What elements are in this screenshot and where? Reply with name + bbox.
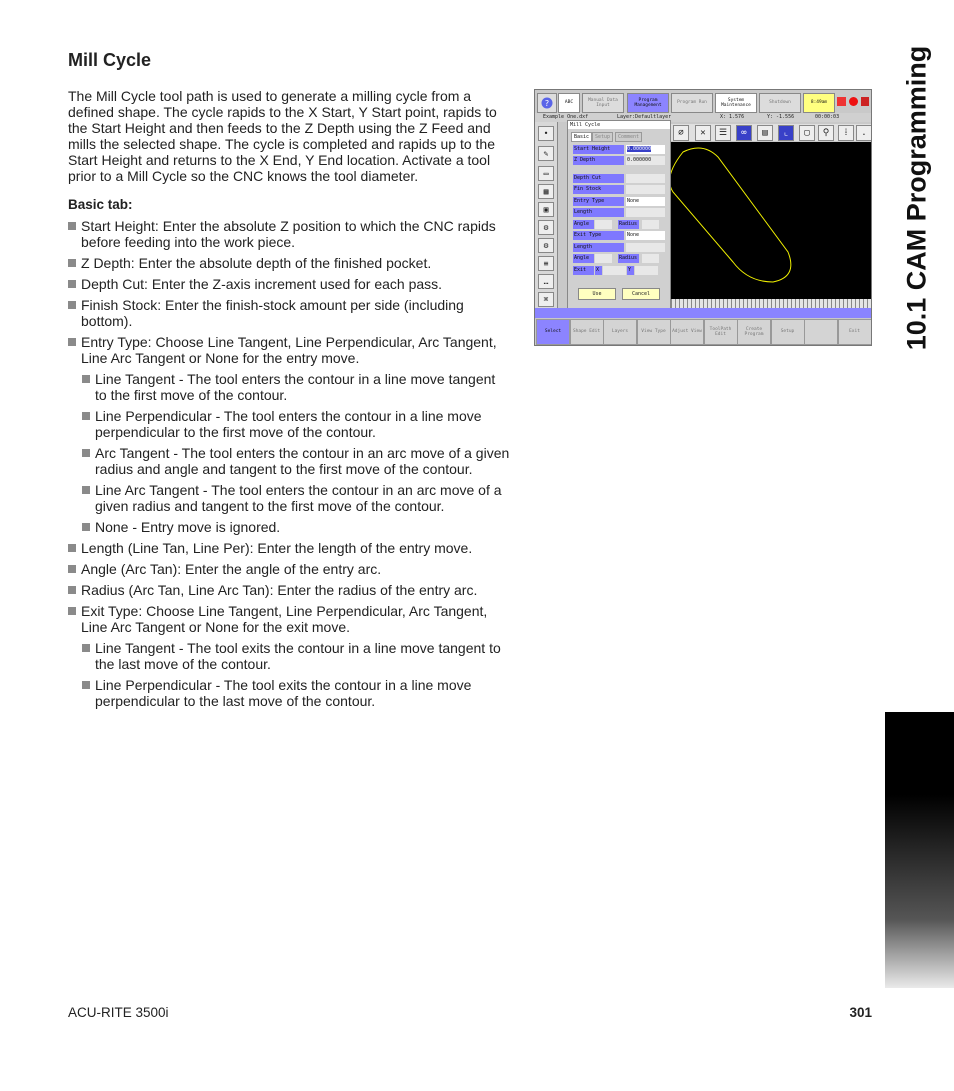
exit-length-field[interactable] <box>626 243 665 252</box>
exit-radius-field[interactable] <box>642 254 659 263</box>
list-item-text: Entry Type: Choose Line Tangent, Line Perpendicular, Arc Tangent, Line Arc Tangent or None for the entry move. <box>81 334 497 366</box>
drawing-canvas[interactable] <box>663 142 871 299</box>
square-bullet-icon <box>82 681 90 689</box>
abc-button[interactable]: ABC <box>558 93 580 113</box>
sub-list-item <box>68 371 510 403</box>
list-item <box>68 561 510 577</box>
cnc-screenshot <box>535 90 871 345</box>
list-item-text: Line Perpendicular - The tool enters the contour in a line move perpendicular to the first move of the contour. <box>95 408 482 440</box>
clock: 8:49am <box>803 93 835 113</box>
misc-tool-icon[interactable]: ⌘ <box>538 292 554 307</box>
manual-data-input-button[interactable]: Manual Data Input <box>582 93 624 113</box>
list-item-text: Angle (Arc Tan): Enter the angle of the entry arc. <box>81 561 382 577</box>
link-icon[interactable]: ∞ <box>736 125 752 141</box>
square-bullet-icon <box>82 412 90 420</box>
sub-list-item <box>68 445 510 477</box>
softkey-divider <box>535 308 871 318</box>
softkey-shape-edit[interactable]: Shape Edit <box>570 319 604 345</box>
exit-y-field[interactable] <box>635 266 658 275</box>
exit-type-select[interactable]: None <box>626 231 665 240</box>
softkey-bar <box>535 318 871 345</box>
entry-angle-label: Angle <box>573 220 594 229</box>
entry-type-select[interactable]: None <box>626 197 665 206</box>
footer-page-number: 301 <box>849 1005 872 1020</box>
pencil-tool-icon[interactable]: ✎ <box>538 146 554 161</box>
lock-icon <box>861 97 869 106</box>
list-item <box>68 297 510 329</box>
depth-cut-label: Depth Cut <box>573 174 624 183</box>
chapter-side-title: 10.1 CAM Programming <box>901 45 932 351</box>
z-depth-field[interactable]: 0.000000 <box>626 156 665 165</box>
list-item <box>68 218 510 250</box>
start-height-field[interactable]: 0.000000 <box>626 145 665 154</box>
window-tool-icon[interactable]: ▭ <box>538 166 554 181</box>
alarm-icon <box>837 97 846 106</box>
circle-slash-icon[interactable]: ∅ <box>673 125 689 141</box>
square-bullet-icon <box>68 280 76 288</box>
section-title: Mill Cycle <box>68 50 152 70</box>
sub-list-item <box>68 677 510 709</box>
list-item <box>68 276 510 292</box>
softkey-view-type[interactable]: View Type <box>637 319 671 345</box>
document-icon[interactable]: ▤ <box>757 125 773 141</box>
system-maintenance-button[interactable]: System Maintenance <box>715 93 757 113</box>
square-bullet-icon <box>68 544 76 552</box>
corner-icon[interactable]: ⌞ <box>778 125 794 141</box>
exit-label: Exit <box>573 266 594 275</box>
square-bullet-icon <box>82 449 90 457</box>
exit-angle-field[interactable] <box>595 254 612 263</box>
basic-tab-heading: Basic tab: <box>68 197 133 212</box>
square-bullet-icon <box>82 523 90 531</box>
exit-angle-label: Angle <box>573 254 594 263</box>
list-item-text: Start Height: Enter the absolute Z position to which the CNC rapids before feeding into the work piece. <box>81 218 496 250</box>
list-item-text: Depth Cut: Enter the Z-axis increment used for each pass. <box>81 276 443 292</box>
list-item <box>68 603 510 635</box>
square-bullet-icon <box>82 375 90 383</box>
gear2-tool-icon[interactable]: ⚙ <box>538 238 554 253</box>
sub-list-item <box>68 408 510 440</box>
list-item-text: None - Entry move is ignored. <box>95 519 281 535</box>
exit-type-label: Exit Type <box>573 231 624 240</box>
list-item <box>68 334 510 366</box>
comment-icon[interactable]: ▢ <box>799 125 815 141</box>
close-icon[interactable]: ✕ <box>695 125 711 141</box>
left-toolbar <box>535 122 558 308</box>
status-bar: Example One.dxf Layer:Defaultlayer X: 1.576 Y: -1.556 00:00:03 <box>535 113 871 122</box>
exit-x-field[interactable] <box>603 266 626 275</box>
search-icon[interactable]: ⚲ <box>818 125 834 141</box>
square-bullet-icon <box>82 644 90 652</box>
dot-icon[interactable]: . <box>856 125 871 141</box>
fin-stock-label: Fin Stock <box>573 185 624 194</box>
softkey-adjust-view[interactable]: Adjust View <box>670 319 704 345</box>
svg-text:?: ? <box>544 99 550 108</box>
z-depth-label: Z Depth <box>573 156 624 165</box>
chapter-tab-block <box>885 712 954 988</box>
tab-basic[interactable]: Basic <box>571 132 592 142</box>
mill-cycle-dialog <box>567 120 671 312</box>
help-icon[interactable] <box>537 93 557 113</box>
list-icon[interactable]: ☰ <box>715 125 731 141</box>
cancel-button[interactable]: Cancel <box>622 288 660 300</box>
list-item-text: Arc Tangent - The tool enters the contour in an arc move of a given radius and angle and tangent to the first move of the contour. <box>95 445 510 477</box>
entry-length-label: Length <box>573 208 624 217</box>
fin-stock-field[interactable] <box>626 185 665 194</box>
list-tool-icon[interactable]: ≡ <box>538 256 554 271</box>
list-item-text: Exit Type: Choose Line Tangent, Line Perpendicular, Arc Tangent, Line Arc Tangent or None for the exit move. <box>81 603 488 635</box>
intro-paragraph: The Mill Cycle tool path is used to generate a milling cycle from a defined shape. The cycle rapids to the X Start, Y Start point, rapids to the Start Height and then feeds to the Z Depth using the Z Feed and mills the selected shape. The cycle is completed and rapids up to the Start Height and returns to the X End, Y End location. Activate a tool prior to a Mill Cycle so the CNC knows the tool diameter. <box>68 88 497 184</box>
sub-list-item <box>68 640 510 672</box>
exit-y-label: Y <box>627 266 634 275</box>
start-height-label: Start Height <box>573 145 624 154</box>
view-toolbar <box>663 124 871 141</box>
list-item-text: Line Tangent - The tool exits the contour in a line move tangent to the last move of the contour. <box>95 640 501 672</box>
tab-comment[interactable]: Comment <box>615 132 642 142</box>
dot-grid-icon[interactable]: ⁞ <box>838 125 854 141</box>
entry-type-label: Entry Type <box>573 197 624 206</box>
entry-radius-field[interactable] <box>642 220 659 229</box>
entry-radius-label: Radius <box>619 221 638 227</box>
gear-tool-icon[interactable]: ⚙ <box>538 220 554 235</box>
list-item-text: Line Perpendicular - The tool exits the contour in a line move perpendicular to the last move of the contour. <box>95 677 472 709</box>
depth-cut-field[interactable] <box>626 174 665 183</box>
square-bullet-icon <box>68 586 76 594</box>
display-tool-icon[interactable]: ▣ <box>538 202 554 217</box>
more-tool-icon[interactable]: … <box>538 274 554 289</box>
exit-radius-label: Radius <box>619 255 638 261</box>
list-item-text: Line Tangent - The tool enters the contour in a line move tangent to the first move of the contour. <box>95 371 496 403</box>
list-item <box>68 582 510 598</box>
list-item-text: Finish Stock: Enter the finish-stock amount per side (including bottom). <box>81 297 464 329</box>
sub-list-item <box>68 519 510 535</box>
point-tool-icon[interactable]: • <box>538 126 554 141</box>
entry-length-field[interactable] <box>626 208 665 217</box>
exit-x-label: X <box>595 266 602 275</box>
list-item <box>68 255 510 271</box>
entry-angle-field[interactable] <box>595 220 612 229</box>
softkey-exit[interactable]: Exit <box>838 319 872 345</box>
softkey-layers[interactable]: Layers <box>603 319 637 345</box>
list-item-text: Radius (Arc Tan, Line Arc Tan): Enter the radius of the entry arc. <box>81 582 478 598</box>
list-item-text: Line Arc Tangent - The tool enters the contour in an arc move of a given radius and tangent to the first move of the contour. <box>95 482 502 514</box>
square-bullet-icon <box>68 565 76 573</box>
sub-list-item <box>68 482 510 514</box>
softkey-blank[interactable] <box>804 319 838 345</box>
exit-length-label: Length <box>573 243 624 252</box>
grid-tool-icon[interactable]: ▦ <box>538 184 554 199</box>
use-button[interactable]: Use <box>578 288 616 300</box>
stop-icon <box>849 97 858 106</box>
list-item <box>68 540 510 556</box>
footer-product: ACU-RITE 3500i <box>68 1005 169 1020</box>
softkey-setup[interactable]: Setup <box>771 319 805 345</box>
parameter-list <box>68 218 510 714</box>
square-bullet-icon <box>68 338 76 346</box>
list-item-text: Z Depth: Enter the absolute depth of the finished pocket. <box>81 255 432 271</box>
softkey-toolpath-edit[interactable]: ToolPath Edit <box>704 319 738 345</box>
tab-setup[interactable]: Setup <box>592 132 613 142</box>
list-item-text: Length (Line Tan, Line Per): Enter the length of the entry move. <box>81 540 473 556</box>
shutdown-button[interactable]: Shutdown <box>759 93 801 113</box>
square-bullet-icon <box>68 259 76 267</box>
square-bullet-icon <box>68 222 76 230</box>
square-bullet-icon <box>68 301 76 309</box>
program-management-button[interactable]: Program Management <box>627 93 669 113</box>
program-run-button[interactable]: Program Run <box>671 93 713 113</box>
dialog-title: Mill Cycle <box>568 121 670 129</box>
square-bullet-icon <box>82 486 90 494</box>
softkey-select[interactable]: Select <box>536 319 570 345</box>
horizontal-ruler <box>663 299 871 308</box>
square-bullet-icon <box>68 607 76 615</box>
softkey-create-program[interactable]: Create Program <box>737 319 771 345</box>
